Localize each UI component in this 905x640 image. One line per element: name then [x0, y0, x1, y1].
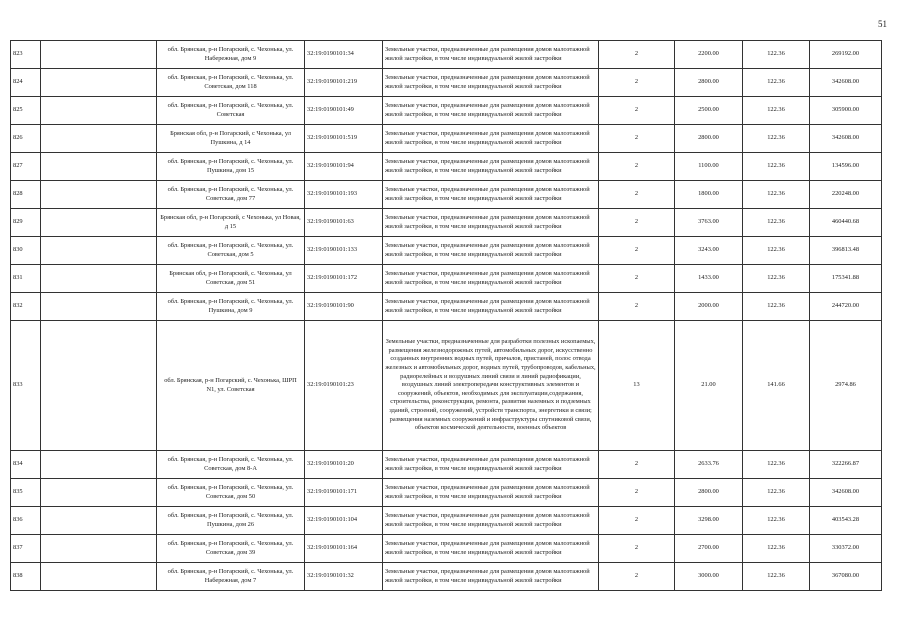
unit-price-cell: 122.36 — [743, 181, 810, 209]
area-cell: 2500.00 — [675, 97, 743, 125]
cadastral-value-cell: 460440.68 — [810, 209, 882, 237]
table-row — [11, 41, 882, 69]
unit-price-cell: 122.36 — [743, 97, 810, 125]
unit-price-cell: 122.36 — [743, 563, 810, 591]
row-number: 834 — [11, 451, 41, 479]
unit-price-cell: 122.36 — [743, 451, 810, 479]
row-spacer — [41, 209, 157, 237]
unit-price-cell: 122.36 — [743, 153, 810, 181]
area-cell: 2200.00 — [675, 41, 743, 69]
unit-price-cell: 122.36 — [743, 265, 810, 293]
address-cell: обл. Брянская, р-н Погарский, с. Чехонька, ул. Советская, дом 50 — [157, 479, 305, 507]
land-use-cell: Земельные участки, предназначенные для размещения домов малоэтажной жилой застройки, в том числе индивидуальной жилой застройки — [383, 125, 599, 153]
table-row — [11, 209, 882, 237]
cadastral-number-cell: 32:19:0190101:90 — [305, 293, 383, 321]
land-use-cell: Земельные участки, предназначенные для размещения домов малоэтажной жилой застройки, в том числе индивидуальной жилой застройки — [383, 293, 599, 321]
cadastral-value-cell: 269192.00 — [810, 41, 882, 69]
table-row — [11, 153, 882, 181]
land-use-cell: Земельные участки, предназначенные для размещения домов малоэтажной жилой застройки, в том числе индивидуальной жилой застройки — [383, 563, 599, 591]
area-cell: 21.00 — [675, 321, 743, 451]
row-number: 833 — [11, 321, 41, 451]
area-cell: 1433.00 — [675, 265, 743, 293]
cadastral-number-cell: 32:19:0190101:171 — [305, 479, 383, 507]
cadastral-number-cell: 32:19:0190101:32 — [305, 563, 383, 591]
address-cell: обл. Брянская, р-н Погарский, с. Чехонька, ул. Пушкина, дом 9 — [157, 293, 305, 321]
row-spacer — [41, 563, 157, 591]
category-cell: 13 — [599, 321, 675, 451]
category-cell: 2 — [599, 265, 675, 293]
cadastral-value-cell: 330372.00 — [810, 535, 882, 563]
land-use-cell: Земельные участки, предназначенные для размещения домов малоэтажной жилой застройки, в том числе индивидуальной жилой застройки — [383, 451, 599, 479]
cadastral-value-cell: 220248.00 — [810, 181, 882, 209]
category-cell: 2 — [599, 535, 675, 563]
table-row — [11, 97, 882, 125]
row-number: 828 — [11, 181, 41, 209]
unit-price-cell: 122.36 — [743, 41, 810, 69]
category-cell: 2 — [599, 153, 675, 181]
row-spacer — [41, 535, 157, 563]
area-cell: 3298.00 — [675, 507, 743, 535]
table-row — [11, 321, 882, 451]
land-use-cell: Земельные участки, предназначенные для размещения домов малоэтажной жилой застройки, в том числе индивидуальной жилой застройки — [383, 507, 599, 535]
land-use-cell: Земельные участки, предназначенные для размещения домов малоэтажной жилой застройки, в том числе индивидуальной жилой застройки — [383, 209, 599, 237]
table-row — [11, 237, 882, 265]
unit-price-cell: 122.36 — [743, 69, 810, 97]
land-use-cell: Земельные участки, предназначенные для размещения домов малоэтажной жилой застройки, в том числе индивидуальной жилой застройки — [383, 237, 599, 265]
unit-price-cell: 122.36 — [743, 237, 810, 265]
unit-price-cell: 122.36 — [743, 293, 810, 321]
cadastral-number-cell: 32:19:0190101:133 — [305, 237, 383, 265]
cadastral-number-cell: 32:19:0190101:34 — [305, 41, 383, 69]
cadastral-number-cell: 32:19:0190101:172 — [305, 265, 383, 293]
cadastral-number-cell: 32:19:0190101:94 — [305, 153, 383, 181]
land-use-cell: Земельные участки, предназначенные для размещения домов малоэтажной жилой застройки, в том числе индивидуальной жилой застройки — [383, 535, 599, 563]
area-cell: 2633.76 — [675, 451, 743, 479]
category-cell: 2 — [599, 69, 675, 97]
address-cell: обл. Брянская, р-н Погарский, с. Чехонька, ул. Советская — [157, 97, 305, 125]
cadastral-value-cell: 134596.00 — [810, 153, 882, 181]
row-number: 837 — [11, 535, 41, 563]
category-cell: 2 — [599, 209, 675, 237]
cadastral-number-cell: 32:19:0190101:519 — [305, 125, 383, 153]
land-use-cell: Земельные участки, предназначенные для размещения домов малоэтажной жилой застройки, в том числе индивидуальной жилой застройки — [383, 181, 599, 209]
table-row — [11, 69, 882, 97]
land-use-cell: Земельные участки, предназначенные для размещения домов малоэтажной жилой застройки, в том числе индивидуальной жилой застройки — [383, 97, 599, 125]
row-number: 829 — [11, 209, 41, 237]
category-cell: 2 — [599, 97, 675, 125]
cadastral-number-cell: 32:19:0190101:63 — [305, 209, 383, 237]
row-number: 823 — [11, 41, 41, 69]
table-row — [11, 479, 882, 507]
address-cell: обл. Брянская, р-н Погарский, с. Чехонька, ул. Набережная, дом 7 — [157, 563, 305, 591]
table-row — [11, 265, 882, 293]
category-cell: 2 — [599, 507, 675, 535]
row-spacer — [41, 97, 157, 125]
cadastral-value-table — [10, 40, 882, 591]
category-cell: 2 — [599, 479, 675, 507]
category-cell: 2 — [599, 293, 675, 321]
cadastral-value-cell: 322266.87 — [810, 451, 882, 479]
area-cell: 1100.00 — [675, 153, 743, 181]
area-cell: 3243.00 — [675, 237, 743, 265]
row-number: 831 — [11, 265, 41, 293]
row-number: 832 — [11, 293, 41, 321]
address-cell: обл. Брянская, р-н Погарский, с. Чехонька, ул. Пушкина, дом 15 — [157, 153, 305, 181]
area-cell: 2800.00 — [675, 69, 743, 97]
cadastral-number-cell: 32:19:0190101:49 — [305, 97, 383, 125]
area-cell: 3000.00 — [675, 563, 743, 591]
land-use-cell: Земельные участки, предназначенные для размещения домов малоэтажной жилой застройки, в том числе индивидуальной жилой застройки — [383, 153, 599, 181]
table-row — [11, 293, 882, 321]
row-number: 824 — [11, 69, 41, 97]
land-use-cell: Земельные участки, предназначенные для размещения домов малоэтажной жилой застройки, в том числе индивидуальной жилой застройки — [383, 479, 599, 507]
unit-price-cell: 141.66 — [743, 321, 810, 451]
address-cell: обл. Брянская, р-н Погарский, с. Чехонька, ул. Советская, дом 39 — [157, 535, 305, 563]
category-cell: 2 — [599, 125, 675, 153]
row-number: 835 — [11, 479, 41, 507]
cadastral-number-cell: 32:19:0190101:164 — [305, 535, 383, 563]
row-number: 826 — [11, 125, 41, 153]
table-row — [11, 181, 882, 209]
address-cell: обл. Брянская, р-н Погарский, с. Чехонька, ШРП N1, ул. Советская — [157, 321, 305, 451]
land-use-cell: Земельные участки, предназначенные для размещения домов малоэтажной жилой застройки, в том числе индивидуальной жилой застройки — [383, 69, 599, 97]
cadastral-value-cell: 342608.00 — [810, 69, 882, 97]
row-spacer — [41, 507, 157, 535]
address-cell: обл. Брянская, р-н Погарский, с. Чехонька, ул. Советская, дом 77 — [157, 181, 305, 209]
row-spacer — [41, 153, 157, 181]
address-cell: обл. Брянская, р-н Погарский, с. Чехонька, ул. Пушкина, дом 26 — [157, 507, 305, 535]
land-use-cell: Земельные участки, предназначенные для размещения домов малоэтажной жилой застройки, в том числе индивидуальной жилой застройки — [383, 41, 599, 69]
row-spacer — [41, 125, 157, 153]
unit-price-cell: 122.36 — [743, 479, 810, 507]
cadastral-value-cell: 367080.00 — [810, 563, 882, 591]
cadastral-number-cell: 32:19:0190101:104 — [305, 507, 383, 535]
category-cell: 2 — [599, 41, 675, 69]
address-cell: обл. Брянская, р-н Погарский, с. Чехонька, ул. Советская, дом 8-А — [157, 451, 305, 479]
address-cell: обл. Брянская, р-н Погарский, с. Чехонька, ул. Советская, дом 118 — [157, 69, 305, 97]
category-cell: 2 — [599, 563, 675, 591]
table-row — [11, 535, 882, 563]
unit-price-cell: 122.36 — [743, 209, 810, 237]
category-cell: 2 — [599, 451, 675, 479]
area-cell: 2000.00 — [675, 293, 743, 321]
cadastral-value-cell: 396813.48 — [810, 237, 882, 265]
area-cell: 1800.00 — [675, 181, 743, 209]
cadastral-number-cell: 32:19:0190101:219 — [305, 69, 383, 97]
row-spacer — [41, 69, 157, 97]
table-row — [11, 563, 882, 591]
cadastral-value-cell: 305900.00 — [810, 97, 882, 125]
cadastral-value-cell: 342608.00 — [810, 125, 882, 153]
unit-price-cell: 122.36 — [743, 535, 810, 563]
row-number: 830 — [11, 237, 41, 265]
address-cell: Брянская обл, р-н Погарский, с. Чехонька, ул Советская, дом 51 — [157, 265, 305, 293]
row-spacer — [41, 293, 157, 321]
cadastral-number-cell: 32:19:0190101:23 — [305, 321, 383, 451]
area-cell: 2800.00 — [675, 479, 743, 507]
row-spacer — [41, 479, 157, 507]
unit-price-cell: 122.36 — [743, 507, 810, 535]
cadastral-number-cell: 32:19:0190101:20 — [305, 451, 383, 479]
area-cell: 2800.00 — [675, 125, 743, 153]
row-number: 838 — [11, 563, 41, 591]
table-row — [11, 125, 882, 153]
address-cell: обл. Брянская, р-н Погарский, с. Чехонька, ул. Набережная, дом 9 — [157, 41, 305, 69]
row-spacer — [41, 321, 157, 451]
address-cell: Брянская обл, р-н Погарский, с Чехонька, ул Пушкина, д 14 — [157, 125, 305, 153]
row-spacer — [41, 265, 157, 293]
area-cell: 3763.00 — [675, 209, 743, 237]
address-cell: Брянская обл, р-н Погарский, с Чехонька, ул Новая, д 15 — [157, 209, 305, 237]
row-spacer — [41, 41, 157, 69]
row-number: 836 — [11, 507, 41, 535]
category-cell: 2 — [599, 237, 675, 265]
cadastral-value-cell: 2974.86 — [810, 321, 882, 451]
row-spacer — [41, 237, 157, 265]
address-cell: обл. Брянская, р-н Погарский, с. Чехонька, ул. Советская, дом 5 — [157, 237, 305, 265]
cadastral-number-cell: 32:19:0190101:193 — [305, 181, 383, 209]
cadastral-value-cell: 342608.00 — [810, 479, 882, 507]
land-use-cell: Земельные участки, предназначенные для размещения домов малоэтажной жилой застройки, в том числе индивидуальной жилой застройки — [383, 265, 599, 293]
table-row — [11, 451, 882, 479]
cadastral-value-cell: 403543.28 — [810, 507, 882, 535]
page-number: 51 — [878, 19, 887, 29]
row-spacer — [41, 451, 157, 479]
table-row — [11, 507, 882, 535]
cadastral-value-cell: 175341.88 — [810, 265, 882, 293]
cadastral-value-cell: 244720.00 — [810, 293, 882, 321]
category-cell: 2 — [599, 181, 675, 209]
row-number: 825 — [11, 97, 41, 125]
row-spacer — [41, 181, 157, 209]
row-number: 827 — [11, 153, 41, 181]
unit-price-cell: 122.36 — [743, 125, 810, 153]
land-use-cell: Земельные участки, предназначенные для разработки полезных ископаемых, размещения железнодорожных путей, автомобильных дорог, искусственно созданных внутренних водных путей, причалов, пристаней, полос отвода железных и автомобильных дорог, водных путей, трубопроводов, кабельных, радиорелейных и воздушных линий связи и линий радиофикации, воздушных линий электропередачи конструктивных элементов и сооружений, объектов, необходимых для эксплуатации,содержания, строительства, реконструкции, ремонта, развития наземных и подземных зданий, строений, сооружений, устройств транспорта, энергетики и связи; размещения наземных сооружений и инфраструктуры спутниковой связи, объектов космической деятельности, военных объектов — [383, 321, 599, 451]
area-cell: 2700.00 — [675, 535, 743, 563]
